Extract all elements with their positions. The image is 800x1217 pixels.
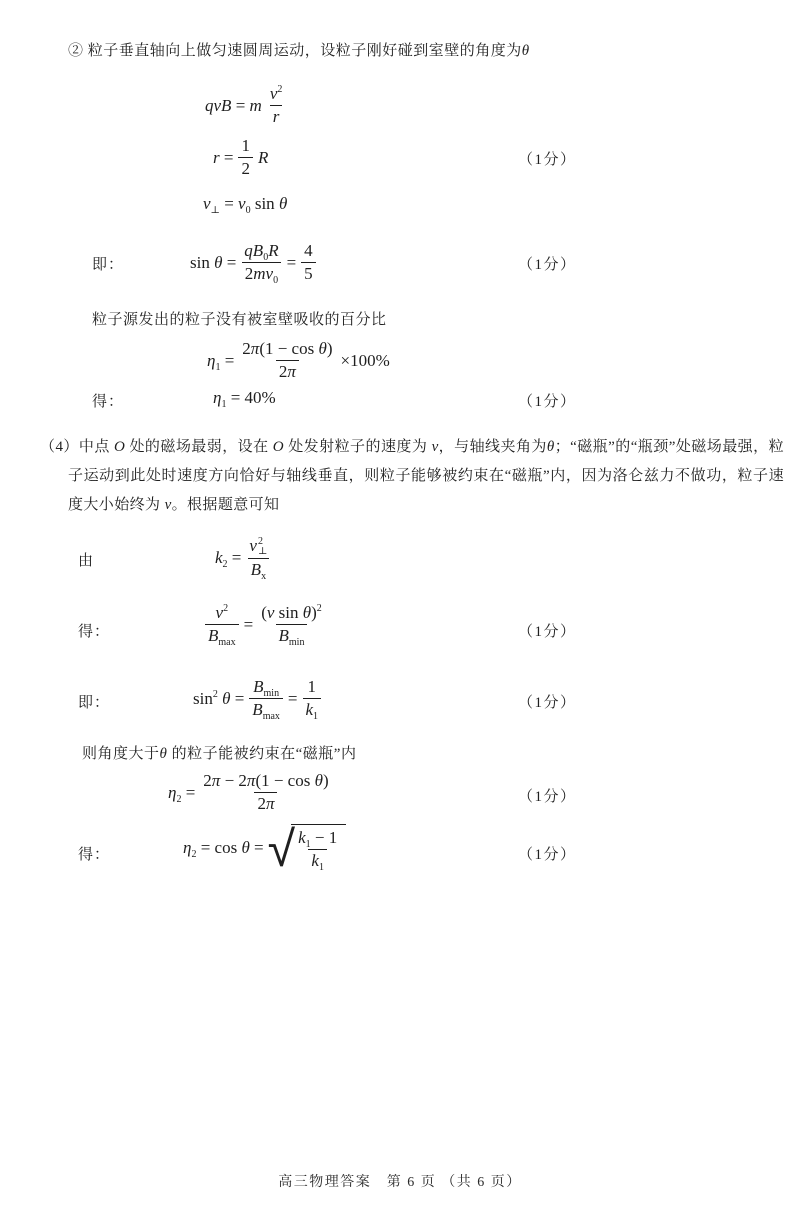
equation-text: = — [243, 614, 254, 634]
fraction: $\frac{1}{2}$ — [238, 135, 253, 180]
equation-radius — [213, 135, 268, 180]
equation-text: $\sin^2 \theta$ = — [193, 688, 245, 708]
equation-sin-theta — [190, 240, 321, 285]
equation-text: ×100% — [340, 350, 390, 370]
equation-eta1-formula — [207, 338, 390, 383]
equation-sin-squared — [193, 676, 326, 721]
score-1-point: （1分） — [518, 847, 577, 863]
paragraph-part4: （4）中点 O 处的磁场最弱，设在 O 处发射粒子的速度为 v，与轴线夹角为θ；“磁瓶”的“瓶颈”处磁场最强，粒子运动到此处时速度方向恰好与轴线垂直，则粒子能够被约束在“磁瓶”内，因为洛仑兹力不做功，粒子速度大小始终为 v。根据题意可知 — [40, 439, 784, 513]
score-1-point: （1分） — [518, 152, 577, 168]
equation-k2 — [215, 535, 275, 581]
score-1-point: （1分） — [518, 257, 577, 273]
equation-text: $\eta_2 = \cos \theta$ = — [183, 838, 264, 861]
fraction: v 2 ⊥ $B_x$ — [249, 535, 268, 582]
page-footer: 高三物理答案 第 6 页 （共 6 页） — [278, 1175, 522, 1190]
score-1-point: （1分） — [518, 695, 577, 711]
label-de: 得： — [92, 394, 125, 410]
fraction: $\frac{\text{2π − 2π(1 − cos θ)}}{2\pi}$ — [200, 770, 331, 815]
score-1-point: （1分） — [518, 394, 577, 410]
fraction: $\frac{B_{min}}{B_{max}}$ — [249, 676, 283, 721]
score-1-point: （1分） — [518, 624, 577, 640]
section-2-heading: ② 粒子垂直轴向上做匀速圆周运动，设粒子刚好碰到室壁的角度为θ — [68, 43, 530, 59]
equation-text: $\eta_1 = 40\%$ — [213, 388, 276, 410]
equation-text: = — [287, 688, 298, 708]
sqrt-body — [291, 824, 346, 872]
label-ji: 即： — [92, 257, 125, 273]
label-de: 得： — [78, 624, 111, 640]
equation-v-perp — [203, 194, 287, 214]
radical-sign-icon: √ — [267, 819, 296, 878]
equation-text: qvB = m — [205, 95, 262, 115]
label-de: 得： — [78, 847, 111, 863]
square-root — [267, 819, 347, 878]
equation-text: R — [257, 147, 269, 167]
equation-eta2-formula — [168, 770, 337, 815]
equation-text: = — [286, 252, 297, 272]
equation-eta1-result — [213, 388, 276, 408]
fraction: $\frac{qB_0R}{2mv_0}$ — [241, 240, 281, 285]
fraction: $\frac{(v \sin \theta)^2}{B_{min}}$ — [261, 603, 322, 649]
score-1-point: （1分） — [518, 789, 577, 805]
equation-text: r = — [213, 147, 234, 167]
equation-text: $k_2$ = — [215, 547, 242, 570]
label-you: 由 — [78, 553, 95, 569]
text-percent-not-absorbed: 粒子源发出的粒子没有被室壁吸收的百分比 — [92, 312, 387, 328]
equation-vsq-over-bmax — [200, 602, 330, 647]
equation-text: sin θ = — [190, 252, 237, 272]
equation-text: $\eta_2$ = — [168, 782, 196, 805]
fraction: $\frac{v^2}{B_{max}}$ — [205, 602, 239, 647]
fraction: $\frac{1}{k_1}$ — [303, 676, 322, 721]
label-ji: 即： — [78, 695, 111, 711]
equation-text: $v_\perp = v_0$ sin θ — [203, 194, 288, 216]
equation-text: $\eta_1$ = — [207, 350, 235, 373]
equation-eta2-result — [183, 819, 346, 878]
fraction: $\frac{\text{2π(1 − cos θ)}}{2\pi}$ — [239, 338, 335, 383]
text-angle-constraint: 则角度大于θ 的粒子能被约束在“磁瓶”内 — [82, 746, 357, 762]
equation-qvb-centripetal — [205, 83, 290, 128]
fraction: $\frac{k_1 - 1}{k_1}$ — [298, 828, 338, 874]
fraction: $\frac{4}{5}$ — [301, 240, 316, 285]
fraction: $\frac{v^2}{r}$ — [267, 83, 286, 128]
